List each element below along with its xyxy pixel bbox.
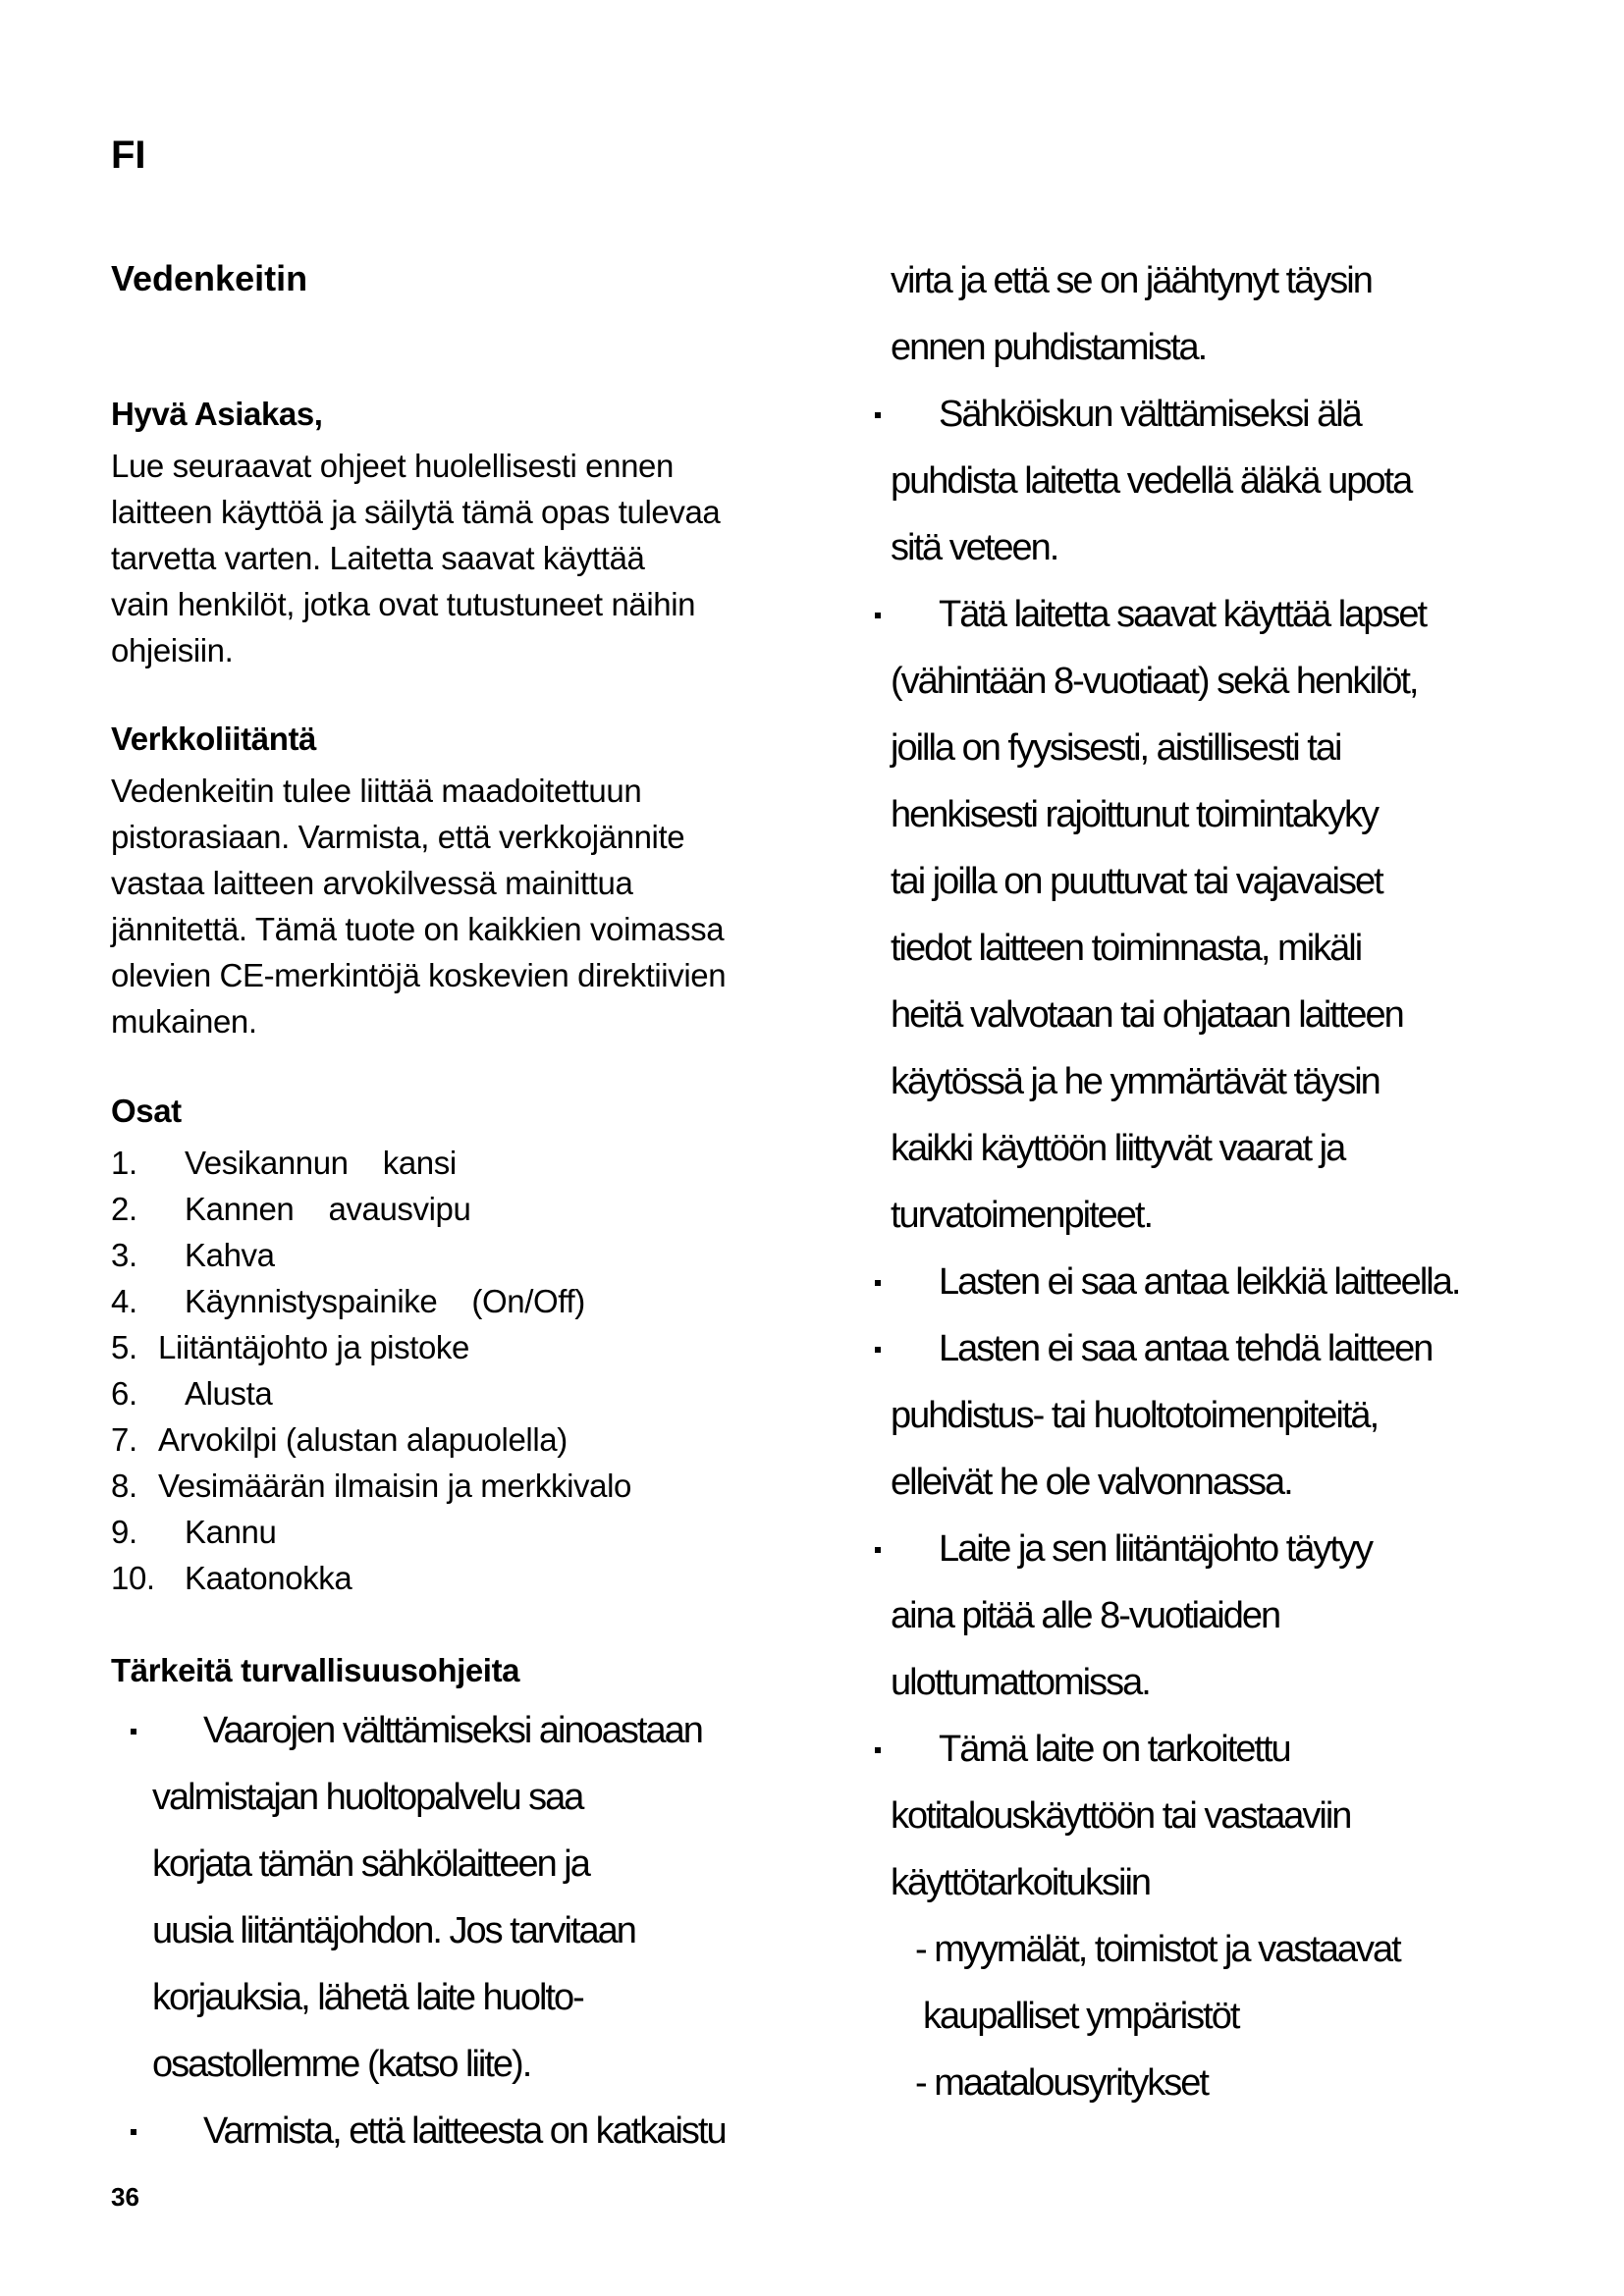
safety-line: aina pitää alle 8-vuotiaiden xyxy=(891,1595,1280,1636)
safety-line: (vähintään 8-vuotiaat) sekä henkilöt, xyxy=(891,661,1418,702)
paragraph-line: mukainen. xyxy=(111,1002,257,1040)
page-number: 36 xyxy=(111,2182,139,2212)
safety-line: tiedot laitteen toiminnasta, mikäli xyxy=(891,928,1362,969)
bullet-icon xyxy=(875,1547,881,1553)
safety-line: Laite ja sen liitäntäjohto täytyy xyxy=(939,1528,1372,1570)
list-item-text: Kannu xyxy=(185,1513,277,1550)
bullet-icon xyxy=(131,2129,136,2135)
language-code: FI xyxy=(111,133,146,177)
safety-line: ulottumattomissa. xyxy=(891,1662,1150,1703)
safety-line: käyttötarkoituksiin xyxy=(891,1862,1151,1903)
list-item-text: Vesikannun kansi xyxy=(185,1144,457,1181)
safety-line: Varmista, että laitteesta on katkaistu xyxy=(203,2110,726,2152)
paragraph-line: laitteen käyttöä ja säilytä tämä opas tulevaa xyxy=(111,493,721,530)
safety-line: sitä veteen. xyxy=(891,527,1058,568)
safety-line: turvatoimenpiteet. xyxy=(891,1195,1153,1236)
list-item-text: Kannen avausvipu xyxy=(185,1190,471,1227)
list-item-text: Liitäntäjohto ja pistoke xyxy=(158,1328,469,1365)
safety-line: uusia liitäntäjohdon. Jos tarvitaan xyxy=(152,1910,635,1951)
list-item-number: 3. xyxy=(111,1236,137,1273)
safety-line: kaupalliset ympäristöt xyxy=(923,1996,1239,2037)
document-title: Vedenkeitin xyxy=(111,258,308,298)
safety-line: tai joilla on puuttuvat tai vajavaiset xyxy=(891,861,1382,902)
list-item-number: 9. xyxy=(111,1513,137,1550)
bullet-icon xyxy=(131,1729,136,1735)
bullet-icon xyxy=(875,412,881,418)
section-heading: Tärkeitä turvallisuusohjeita xyxy=(111,1651,520,1688)
safety-line: osastollemme (katso liite). xyxy=(152,2044,531,2085)
safety-line: Vaarojen välttämiseksi ainoastaan xyxy=(203,1710,702,1751)
safety-line: henkisesti rajoittunut toimintakyky xyxy=(891,794,1379,835)
safety-line: valmistajan huoltopalvelu saa xyxy=(152,1777,583,1818)
list-item-number: 7. xyxy=(111,1420,137,1458)
list-item-number: 2. xyxy=(111,1190,137,1227)
safety-line: puhdista laitetta vedellä äläkä upota xyxy=(891,460,1412,502)
list-item-text: Kaatonokka xyxy=(185,1559,352,1596)
safety-line: Tätä laitetta saavat käyttää lapset xyxy=(939,594,1427,635)
paragraph-line: olevien CE-merkintöjä koskevien direktiivien xyxy=(111,956,727,993)
paragraph-line: vastaa laitteen arvokilvessä mainittua xyxy=(111,864,633,901)
list-item-number: 6. xyxy=(111,1374,137,1412)
list-item-text: Kahva xyxy=(185,1236,275,1273)
list-item-number: 1. xyxy=(111,1144,137,1181)
safety-line: käytössä ja he ymmärtävät täysin xyxy=(891,1061,1380,1102)
section-heading: Verkkoliitäntä xyxy=(111,720,316,757)
section-heading: Osat xyxy=(111,1092,182,1129)
list-item-number: 5. xyxy=(111,1328,137,1365)
paragraph-line: Lue seuraavat ohjeet huolellisesti ennen xyxy=(111,447,674,484)
list-item-number: 8. xyxy=(111,1467,137,1504)
list-item-text: Vesimäärän ilmaisin ja merkkivalo xyxy=(158,1467,631,1504)
safety-line: puhdistus- tai huoltotoimenpiteitä, xyxy=(891,1395,1379,1436)
paragraph-line: jännitettä. Tämä tuote on kaikkien voimassa xyxy=(111,910,725,947)
safety-line: Lasten ei saa antaa leikkiä laitteella. xyxy=(939,1261,1460,1303)
bullet-icon xyxy=(875,1280,881,1286)
list-item-text: Alusta xyxy=(185,1374,273,1412)
safety-line: heitä valvotaan tai ohjataan laitteen xyxy=(891,994,1403,1036)
safety-line: korjata tämän sähkölaitteen ja xyxy=(152,1843,589,1885)
safety-line: - myymälät, toimistot ja vastaavat xyxy=(915,1929,1400,1970)
safety-line: korjauksia, lähetä laite huolto- xyxy=(152,1977,583,2018)
paragraph-line: vain henkilöt, jotka ovat tutustuneet näihin xyxy=(111,585,696,622)
section-heading: Hyvä Asiakas, xyxy=(111,395,323,432)
bullet-icon xyxy=(875,1747,881,1753)
safety-line: - maatalousyritykset xyxy=(915,2062,1208,2104)
paragraph-line: tarvetta varten. Laitetta saavat käyttää xyxy=(111,539,645,576)
list-item-number: 4. xyxy=(111,1282,137,1319)
safety-line: ennen puhdistamista. xyxy=(891,327,1207,368)
safety-line: Tämä laite on tarkoitettu xyxy=(939,1729,1290,1770)
list-item-number: 10. xyxy=(111,1559,155,1596)
safety-line: joilla on fyysisesti, aistillisesti tai xyxy=(891,727,1341,769)
bullet-icon xyxy=(875,1347,881,1353)
paragraph-line: Vedenkeitin tulee liittää maadoitettuun xyxy=(111,772,642,809)
paragraph-line: ohjeisiin. xyxy=(111,631,234,668)
safety-line: elleivät he ole valvonnassa. xyxy=(891,1462,1292,1503)
paragraph-line: pistorasiaan. Varmista, että verkkojännite xyxy=(111,818,685,855)
safety-line: virta ja että se on jäähtynyt täysin xyxy=(891,260,1372,301)
bullet-icon xyxy=(875,613,881,618)
safety-line: kaikki käyttöön liittyvät vaarat ja xyxy=(891,1128,1345,1169)
safety-line: Sähköiskun välttämiseksi älä xyxy=(939,394,1361,435)
safety-line: kotitalouskäyttöön tai vastaaviin xyxy=(891,1795,1351,1837)
list-item-text: Käynnistyspainike (On/Off) xyxy=(185,1282,585,1319)
list-item-text: Arvokilpi (alustan alapuolella) xyxy=(158,1420,568,1458)
safety-line: Lasten ei saa antaa tehdä laitteen xyxy=(939,1328,1433,1369)
